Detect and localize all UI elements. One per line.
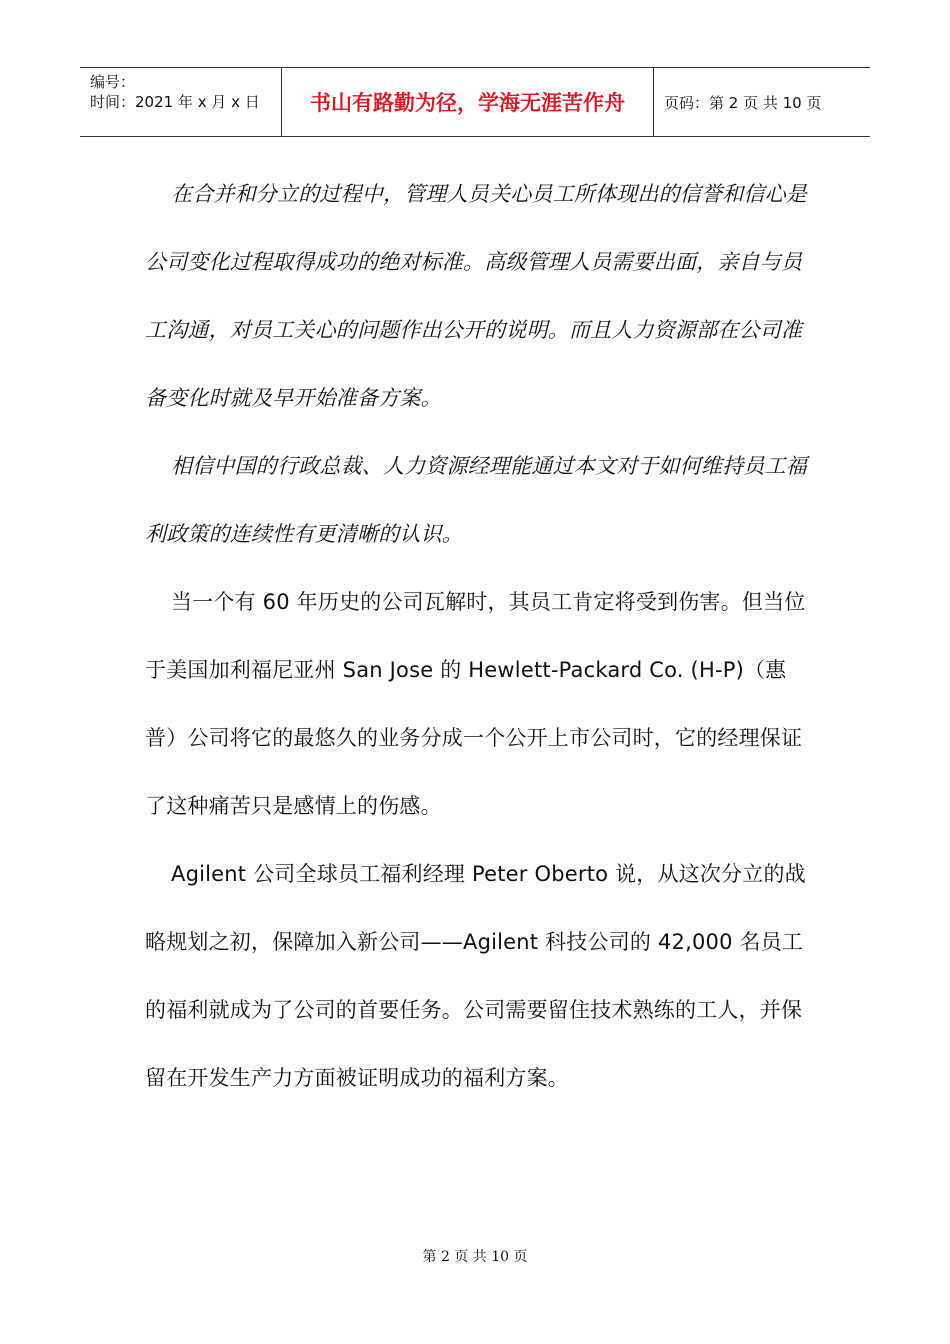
body-paragraph-4: Agilent 公司全球员工福利经理 Peter Oberto 说，从这次分立的战略规划之初，保障加入新公司——Agilent 科技公司的 42,000 名员工的福利就成为了公司的首要任务。公司需要留住技术熟练的工人，并保留在开发生产力方面被证明成功的福利方案。 xyxy=(145,862,806,1090)
body-paragraph-3: 当一个有 60 年历史的公司瓦解时，其员工肯定将受到伤害。但当位于美国加利福尼亚州 San Jose 的 Hewlett-Packard Co. (H-P)（惠普）公司将它的最悠久的业务分成一个公开上市公司时，它的经理保证了这种痛苦只是感情上的伤感。 xyxy=(145,590,806,818)
document-body xyxy=(145,160,810,1112)
header-page-info: 页码：第 2 页 共 10 页 xyxy=(664,93,822,112)
header-meta-cell xyxy=(80,68,282,136)
header-motto: 书山有路勤为径，学海无涯苦作舟 xyxy=(282,68,654,136)
document-header xyxy=(80,67,870,137)
document-date-label: 时间：2021 年 x 月 x 日 xyxy=(90,93,260,111)
page-footer: 第 2 页 共 10 页 xyxy=(422,1249,528,1265)
body-paragraph-2: 相信中国的行政总裁、人力资源经理能通过本文对于如何维持员工福利政策的连续性有更清晰的认识。 xyxy=(145,454,807,546)
document-number-label: 编号： xyxy=(90,73,136,91)
body-paragraph-1: 在合并和分立的过程中，管理人员关心员工所体现出的信誉和信心是公司变化过程取得成功的绝对标准。高级管理人员需要出面，亲自与员工沟通，对员工关心的问题作出公开的说明。而且人力资源部在公司准备变化时就及早开始准备方案。 xyxy=(145,182,807,410)
